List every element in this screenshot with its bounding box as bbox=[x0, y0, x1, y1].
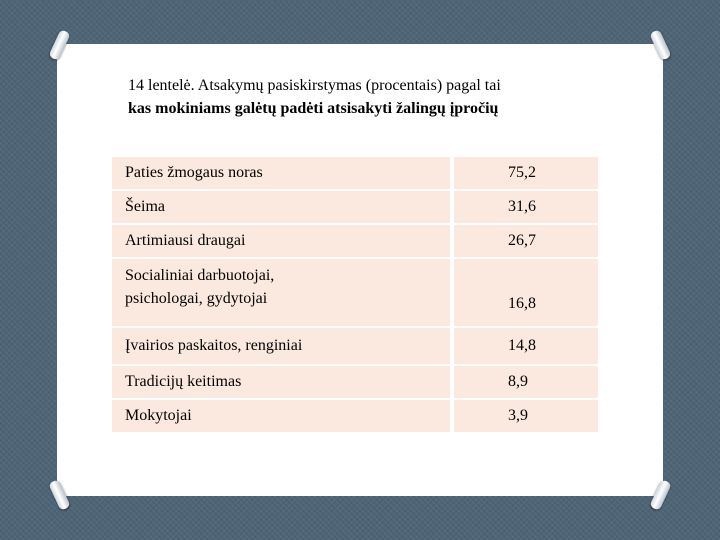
row-label: Įvairios paskaitos, renginiai bbox=[112, 328, 450, 364]
row-label-line-1: Socialiniai darbuotojai, bbox=[125, 267, 275, 284]
table-row bbox=[112, 400, 598, 434]
row-value: 31,6 bbox=[454, 191, 598, 223]
row-value: 26,7 bbox=[454, 225, 598, 257]
table-row bbox=[112, 366, 598, 400]
row-value: 8,9 bbox=[454, 366, 598, 398]
row-label bbox=[112, 259, 450, 326]
data-table bbox=[112, 157, 598, 434]
row-label: Šeima bbox=[112, 191, 450, 223]
row-label-line-2: psichologai, gydytojai bbox=[125, 290, 268, 307]
row-value: 14,8 bbox=[454, 328, 598, 364]
row-label: Mokytojai bbox=[112, 400, 450, 432]
row-label: Tradicijų keitimas bbox=[112, 366, 450, 398]
table-row bbox=[112, 157, 598, 191]
row-value: 16,8 bbox=[454, 259, 598, 326]
row-label: Paties žmogaus noras bbox=[112, 157, 450, 189]
table-row bbox=[112, 328, 598, 366]
row-value: 75,2 bbox=[454, 157, 598, 189]
table-caption bbox=[128, 74, 608, 120]
row-value: 3,9 bbox=[454, 400, 598, 432]
table-row bbox=[112, 259, 598, 328]
caption-line-1: 14 lentelė. Atsakymų pasiskirstymas (procentais) pagal tai bbox=[128, 77, 501, 94]
row-label: Artimiausi draugai bbox=[112, 225, 450, 257]
caption-line-2: kas mokiniams galėtų padėti atsisakyti žalingų įpročių bbox=[128, 100, 499, 117]
table-row bbox=[112, 225, 598, 259]
table-row bbox=[112, 191, 598, 225]
